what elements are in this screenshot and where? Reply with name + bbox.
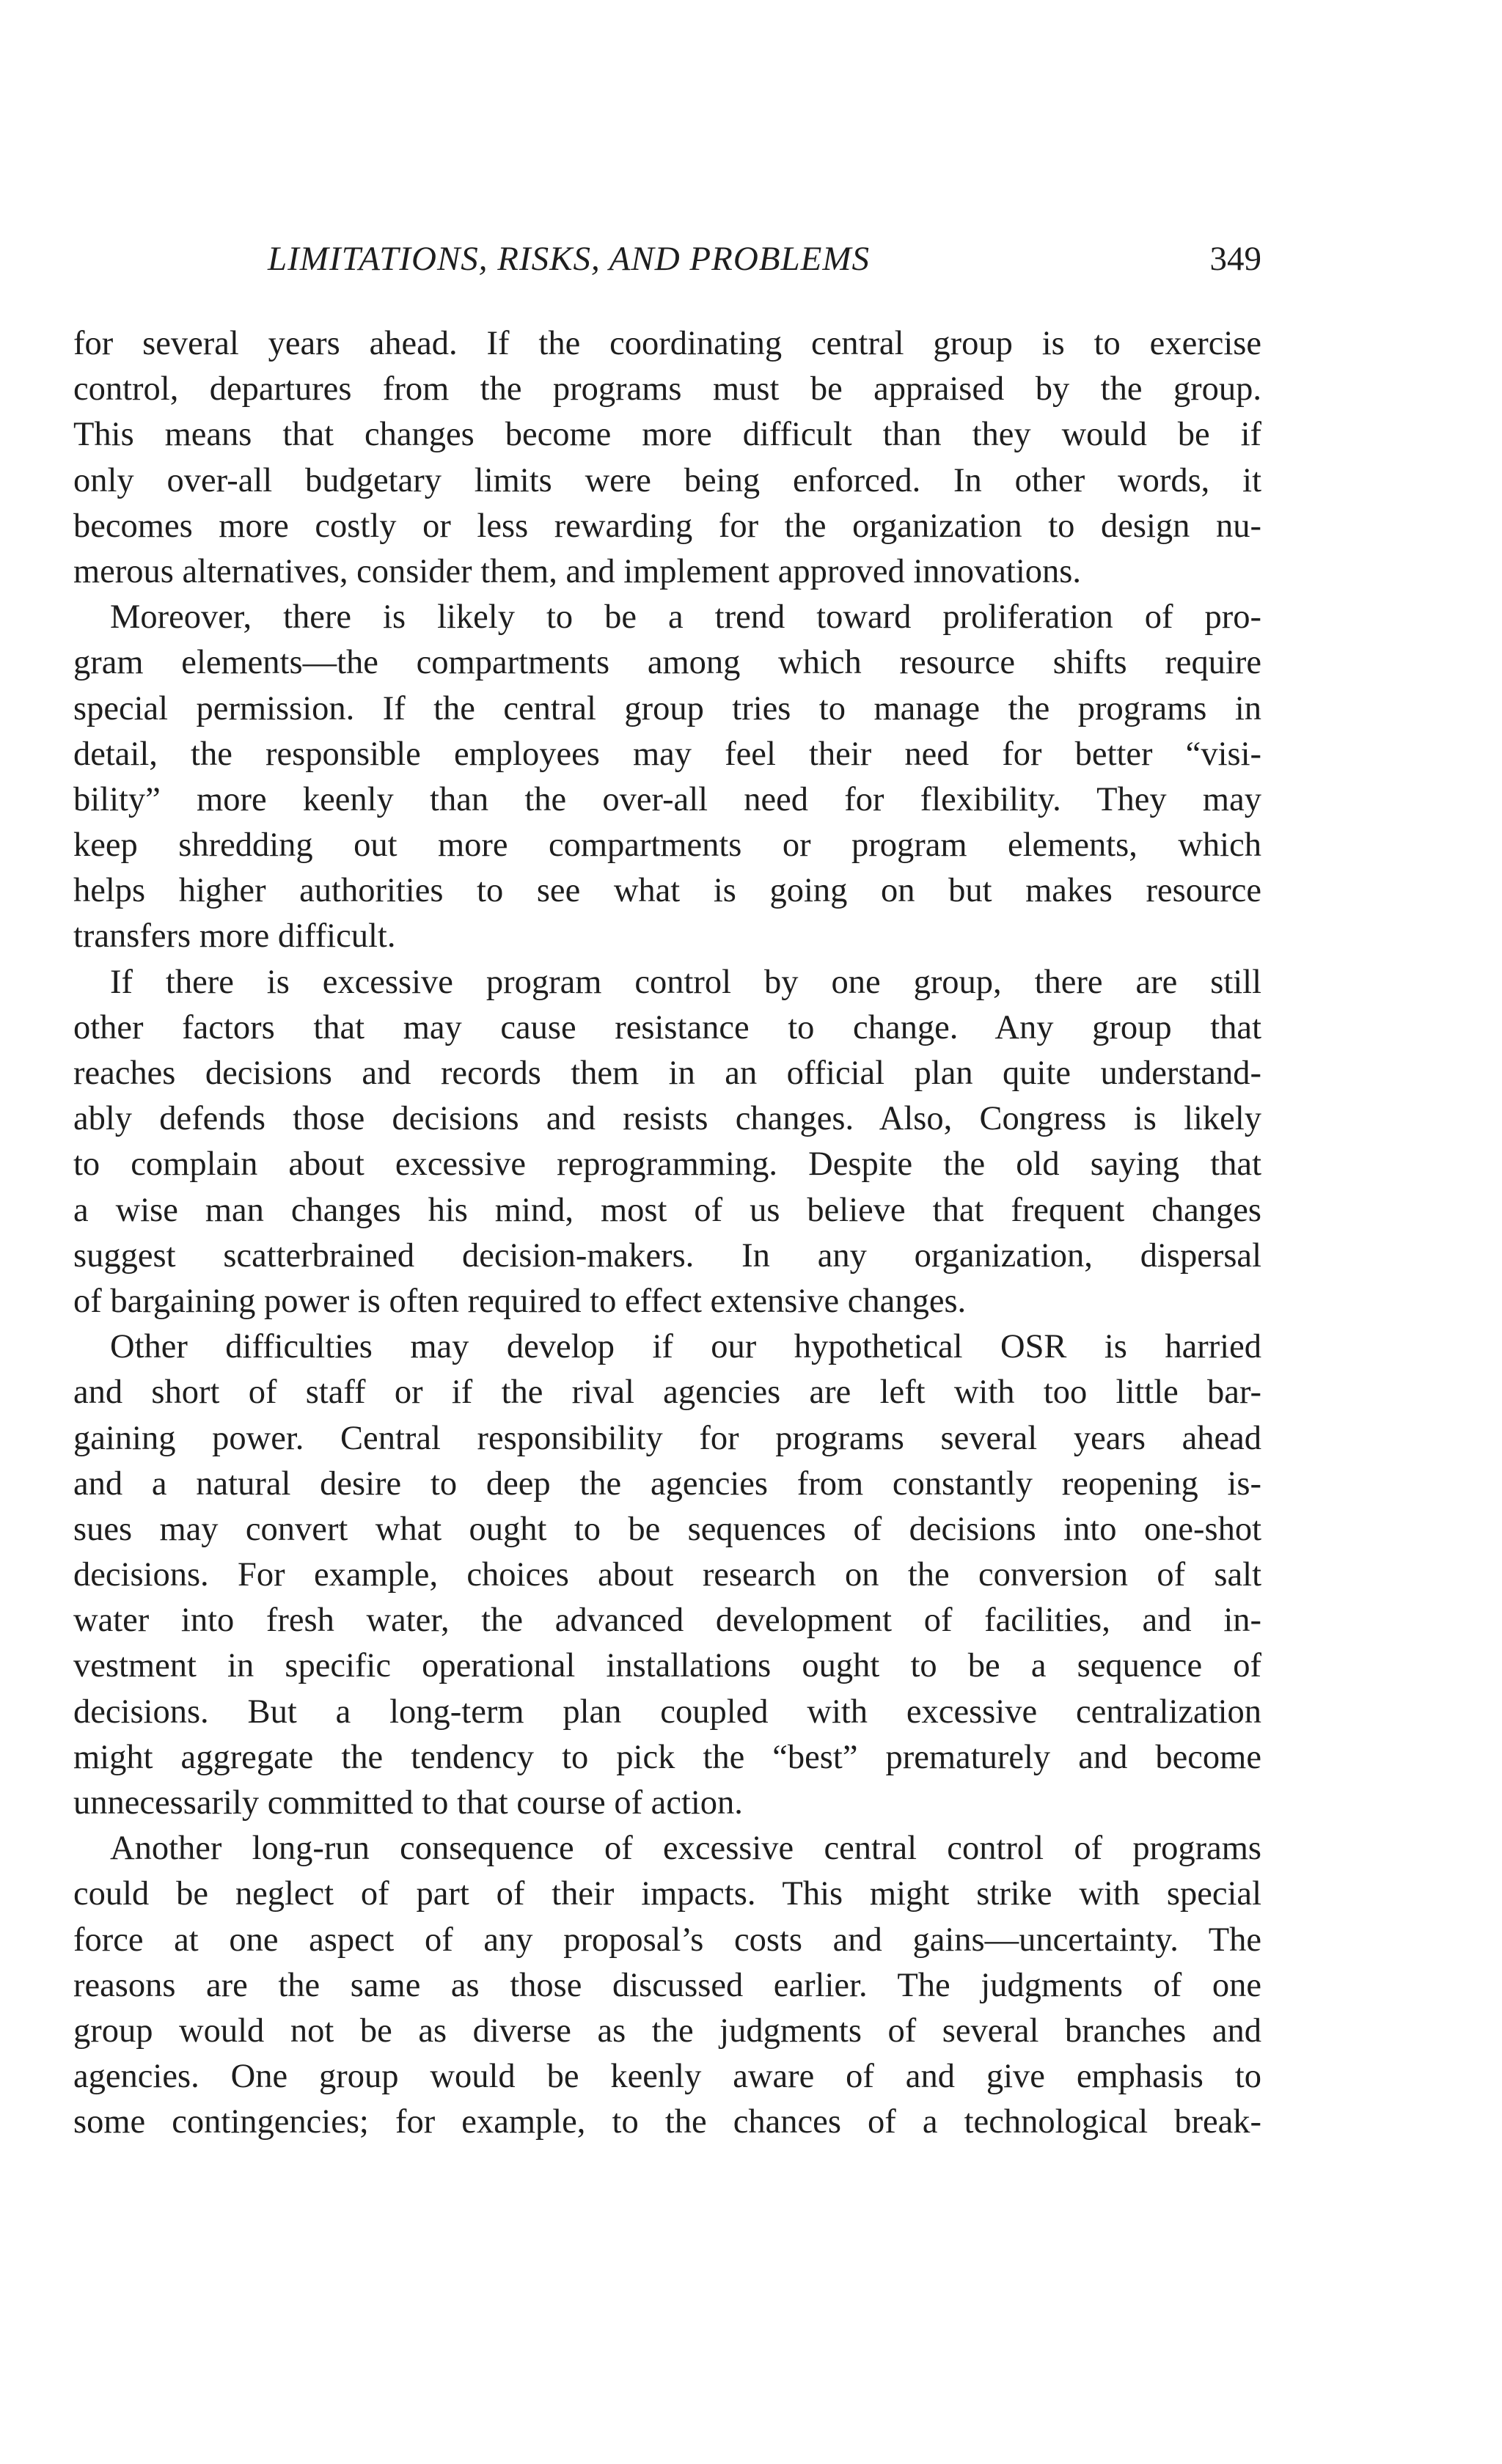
- text-line: suggest scatterbrained decision-makers. In any organization, dispersal: [73, 1236, 1261, 1275]
- paragraph: [73, 1826, 1261, 2145]
- text-line: Other difficulties may develop if our hypothetical OSR is harried: [110, 1328, 1261, 1366]
- text-line: for several years ahead. If the coordinating central group is to exercise: [73, 325, 1261, 362]
- text-line: other factors that may cause resistance to change. Any group that: [73, 1008, 1261, 1046]
- text-line: might aggregate the tendency to pick the “best” prematurely and become: [73, 1738, 1261, 1776]
- running-title: LIMITATIONS, RISKS, AND PROBLEMS: [268, 240, 870, 278]
- text-line: This means that changes become more difficult than they would be if: [73, 416, 1261, 454]
- text-line: could be neglect of part of their impacts. This might strike with special: [73, 1875, 1261, 1913]
- text-line: force at one aspect of any proposal’s costs and gains—uncertainty. The: [73, 1921, 1261, 1959]
- paragraph: [73, 1324, 1261, 1826]
- text-line: water into fresh water, the advanced development of facilities, and in-: [73, 1602, 1261, 1640]
- text-line: ably defends those decisions and resists changes. Also, Congress is likely: [73, 1100, 1261, 1138]
- paragraph: [73, 960, 1261, 1325]
- text-line: reasons are the same as those discussed earlier. The judgments of one: [73, 1966, 1261, 2004]
- text-line: vestment in specific operational installations ought to be a sequence of: [73, 1647, 1261, 1685]
- page-number: 349: [1209, 240, 1261, 278]
- text-line: and a natural desire to deep the agencies from constantly reopening is-: [73, 1464, 1261, 1503]
- running-head: [73, 236, 1261, 282]
- text-line: special permission. If the central group tries to manage the programs in: [73, 689, 1261, 727]
- text-line: Another long-run consequence of excessive central control of programs: [110, 1830, 1261, 1868]
- text-line: helps higher authorities to see what is going on but makes resource: [73, 872, 1261, 910]
- text-line: transfers more difficult.: [73, 917, 396, 956]
- text-line: If there is excessive program control by one group, there are still: [110, 963, 1261, 1001]
- text-line: and short of staff or if the rival agencies are left with too little bar-: [73, 1374, 1261, 1412]
- paragraph: [73, 321, 1261, 595]
- text-line: becomes more costly or less rewarding for the organization to design nu-: [73, 507, 1261, 545]
- text-line: some contingencies; for example, to the chances of a technological break-: [73, 2103, 1261, 2141]
- text-line: bility” more keenly than the over-all need for flexibility. They may: [73, 780, 1261, 818]
- paragraph: [73, 595, 1261, 960]
- text-line: control, departures from the programs must be appraised by the group.: [73, 370, 1261, 408]
- text-line: to complain about excessive reprogramming. Despite the old saying that: [73, 1145, 1261, 1184]
- text-line: merous alternatives, consider them, and implement approved innovations.: [73, 552, 1081, 590]
- text-line: detail, the responsible employees may feel their need for better “visi-: [73, 735, 1261, 773]
- text-line: of bargaining power is often required to effect extensive changes.: [73, 1282, 967, 1320]
- text-line: decisions. For example, choices about research on the conversion of salt: [73, 1556, 1261, 1594]
- text-line: reaches decisions and records them in an official plan quite understand-: [73, 1055, 1261, 1092]
- text-line: keep shredding out more compartments or program elements, which: [73, 826, 1261, 865]
- text-line: gram elements—the compartments among which resource shifts require: [73, 644, 1261, 682]
- body-text: [73, 321, 1261, 2146]
- text-line: Moreover, there is likely to be a trend toward proliferation of pro-: [110, 598, 1261, 637]
- text-line: only over-all budgetary limits were being enforced. In other words, it: [73, 461, 1261, 499]
- text-line: decisions. But a long-term plan coupled with excessive centralization: [73, 1693, 1261, 1731]
- text-line: unnecessarily committed to that course of action.: [73, 1784, 743, 1822]
- text-line: agencies. One group would be keenly aware of and give emphasis to: [73, 2058, 1261, 2096]
- text-line: sues may convert what ought to be sequences of decisions into one-shot: [73, 1510, 1261, 1548]
- text-line: group would not be as diverse as the judgments of several branches and: [73, 2012, 1261, 2050]
- text-line: gaining power. Central responsibility for programs several years ahead: [73, 1419, 1261, 1457]
- text-line: a wise man changes his mind, most of us believe that frequent changes: [73, 1191, 1261, 1229]
